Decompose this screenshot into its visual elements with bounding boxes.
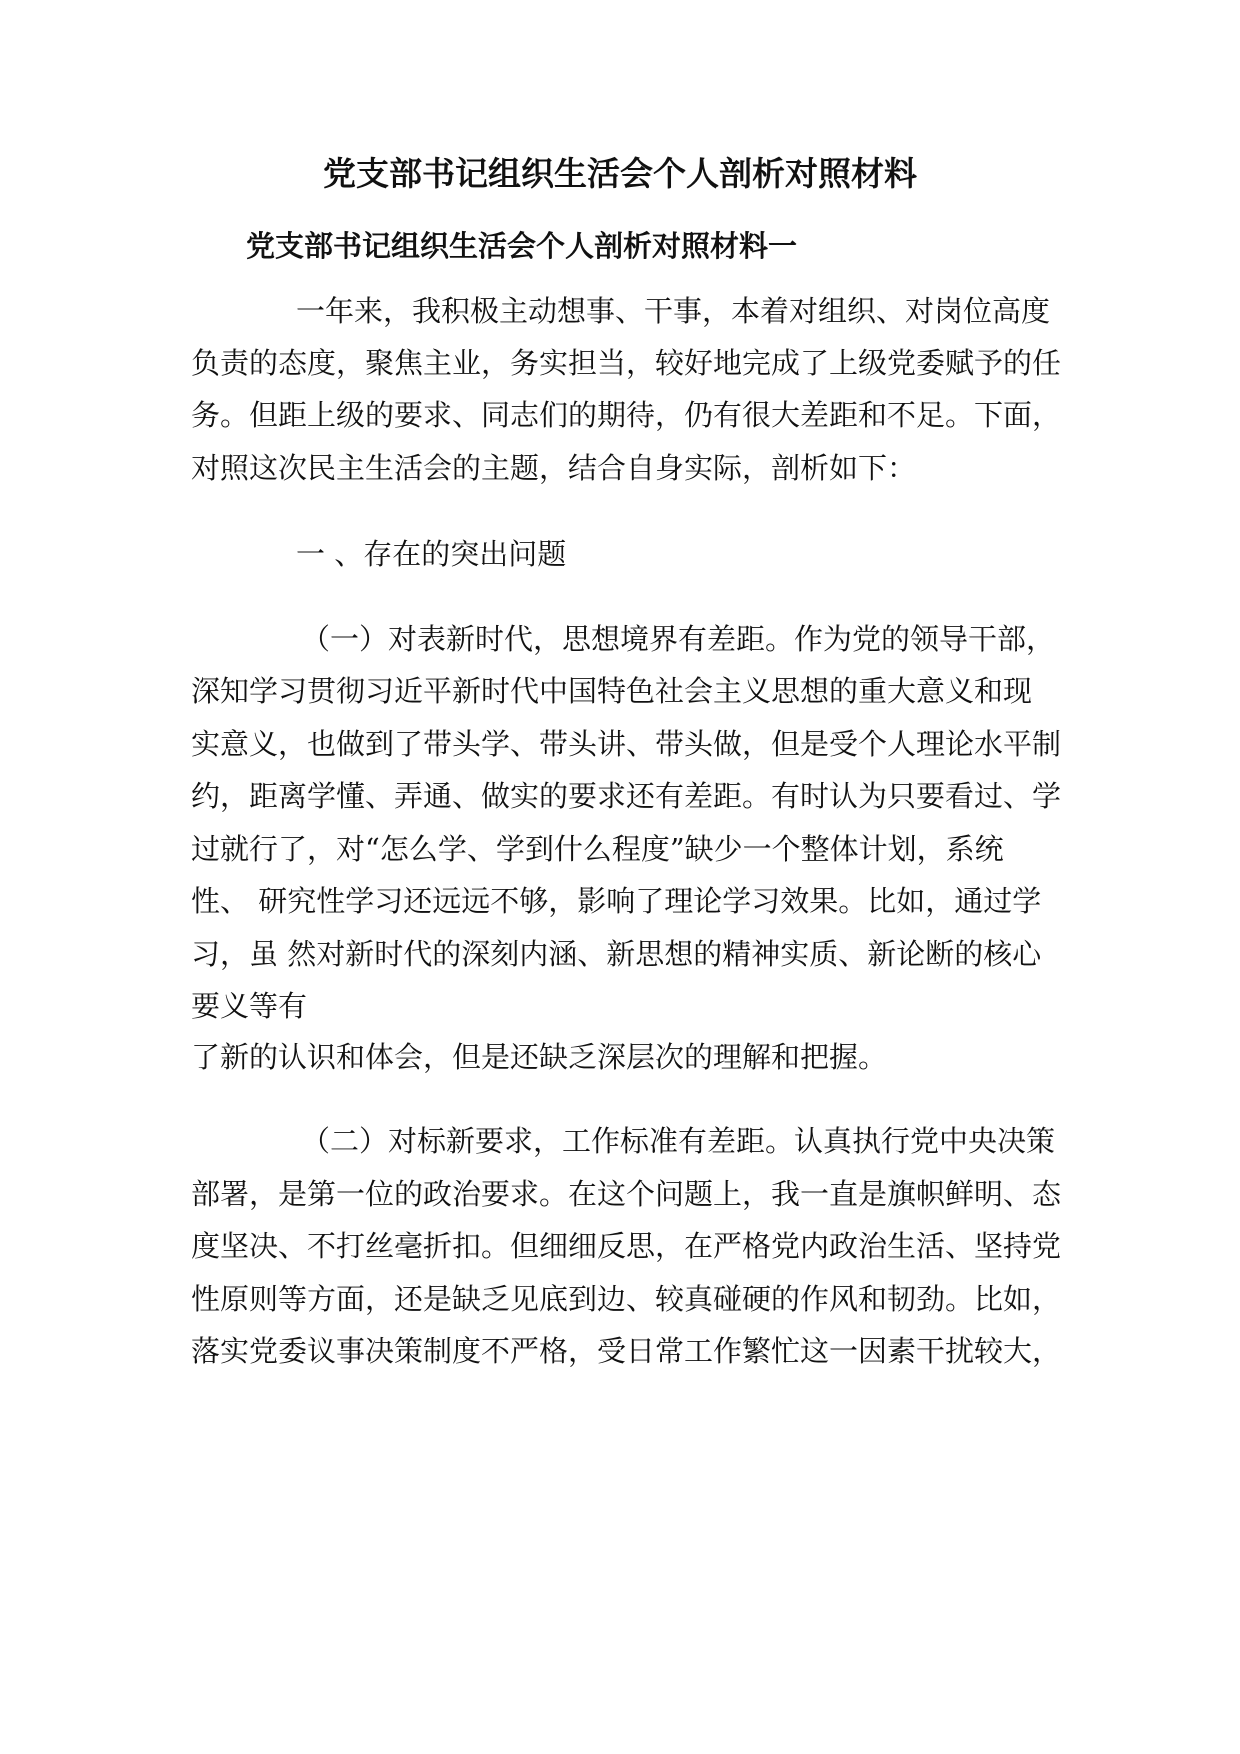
point2-line: 度坚决、不打丝毫折扣。但细细反思，在严格党内政治生活、坚持党 (191, 1229, 1062, 1263)
document-subtitle: 党支部书记组织生活会个人剖析对照材料一 (246, 229, 798, 263)
document-title: 党支部书记组织生活会个人剖析对照材料 (323, 154, 917, 193)
intro-line: 对照这次民主生活会的主题，结合自身实际，剖析如下： (191, 451, 917, 485)
point1-line: 实意义，也做到了带头学、带头讲、带头做，但是受个人理论水平制 (191, 727, 1062, 761)
intro-line: 一年来，我积极主动想事、干事，本着对组织、对岗位高度 (296, 294, 1051, 328)
intro-line: 负责的态度，聚焦主业，务实担当，较好地完成了上级党委赋予的任 (191, 346, 1062, 380)
point1-line: （一）对表新时代，思想境界有差距。作为党的领导干部， (301, 622, 1056, 656)
point2-line: 性原则等方面，还是缺乏见底到边、较真碰硬的作风和韧劲。比如， (191, 1282, 1062, 1316)
point1-line: 性、 研究性学习还远远不够，影响了理论学习效果。比如，通过学 (191, 884, 1042, 918)
point1-line: 约，距离学懂、弄通、做实的要求还有差距。有时认为只要看过、学 (191, 779, 1062, 813)
point2-line: （二）对标新要求，工作标准有差距。认真执行党中央决策 (301, 1124, 1056, 1158)
point1-line: 深知学习贯彻习近平新时代中国特色社会主义思想的重大意义和现 (191, 674, 1033, 708)
intro-line: 务。但距上级的要求、同志们的期待，仍有很大差距和不足。下面， (191, 398, 1062, 432)
point2-line: 落实党委议事决策制度不严格，受日常工作繁忙这一因素干扰较大， (191, 1334, 1062, 1368)
point1-line: 了新的认识和体会，但是还缺乏深层次的理解和把握。 (191, 1040, 888, 1074)
point1-line: 习，虽 然对新时代的深刻内涵、新思想的精神实质、新论断的核心 (191, 937, 1042, 971)
section-heading: 一 、存在的突出问题 (296, 537, 567, 571)
point1-line: 要义等有 (191, 989, 308, 1023)
point1-line: 过就行了，对“怎么学、学到什么程度”缺少一个整体计划，系统 (191, 832, 1004, 866)
point2-line: 部署，是第一位的政治要求。在这个问题上，我一直是旗帜鲜明、态 (191, 1177, 1062, 1211)
